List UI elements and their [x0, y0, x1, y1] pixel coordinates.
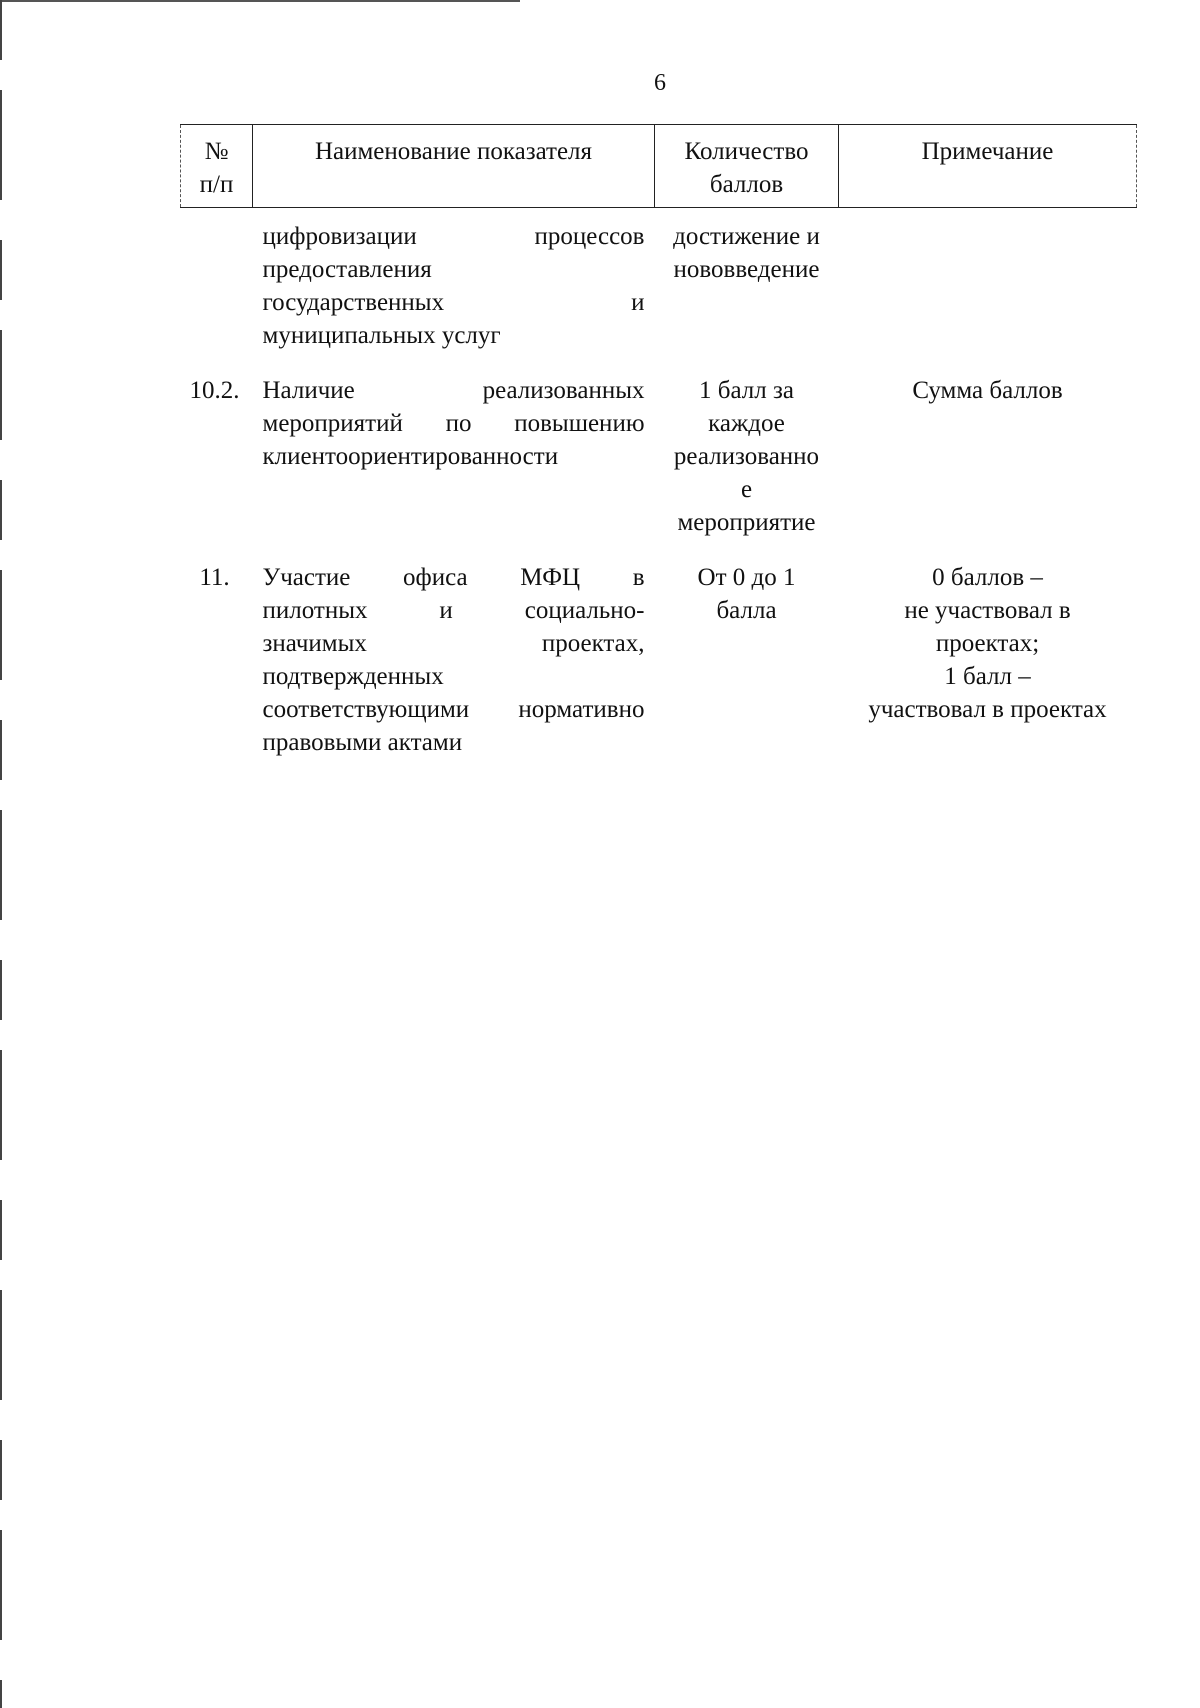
scan-edge-top [0, 0, 520, 2]
table-row [181, 557, 1137, 759]
page-number: 6 [654, 70, 666, 96]
header-number-abbr: п/п [199, 171, 234, 198]
row-indicator-name: цифровизации процессов предоставления государственных и муниципальных услуг [262, 223, 645, 349]
row-note: 0 баллов – не участвовал в проектах; 1 балл – участвовал в проектах [868, 564, 1107, 723]
scan-edge-left [0, 0, 2, 1708]
header-number [181, 125, 253, 208]
header-note: Примечание [839, 125, 1137, 208]
row-note [839, 208, 1137, 371]
table-header-row [181, 125, 1137, 208]
indicator-table [180, 124, 1137, 759]
header-score: Количество баллов [655, 125, 839, 208]
row-number [181, 208, 253, 371]
row-note: Сумма баллов [912, 377, 1063, 404]
header-indicator-name: Наименование показателя [253, 125, 655, 208]
row-indicator-name: Наличие реализованных мероприятий по повышению клиентоориентированности [262, 377, 645, 470]
row-number: 10.2. [189, 377, 240, 404]
header-number-symbol: № [204, 138, 229, 165]
row-score: От 0 до 1 балла [697, 564, 796, 624]
row-score: достижение и нововведение [673, 223, 820, 283]
row-number: 11. [199, 564, 230, 591]
row-indicator-name: Участие офиса МФЦ в пилотных и социально- значимых проектах, подтвержденных соответствующими нормативно правовыми актами [262, 564, 645, 756]
row-score: 1 балл за каждое реализованно е мероприятие [673, 377, 820, 536]
table-row [181, 370, 1137, 557]
table-row [181, 208, 1137, 371]
